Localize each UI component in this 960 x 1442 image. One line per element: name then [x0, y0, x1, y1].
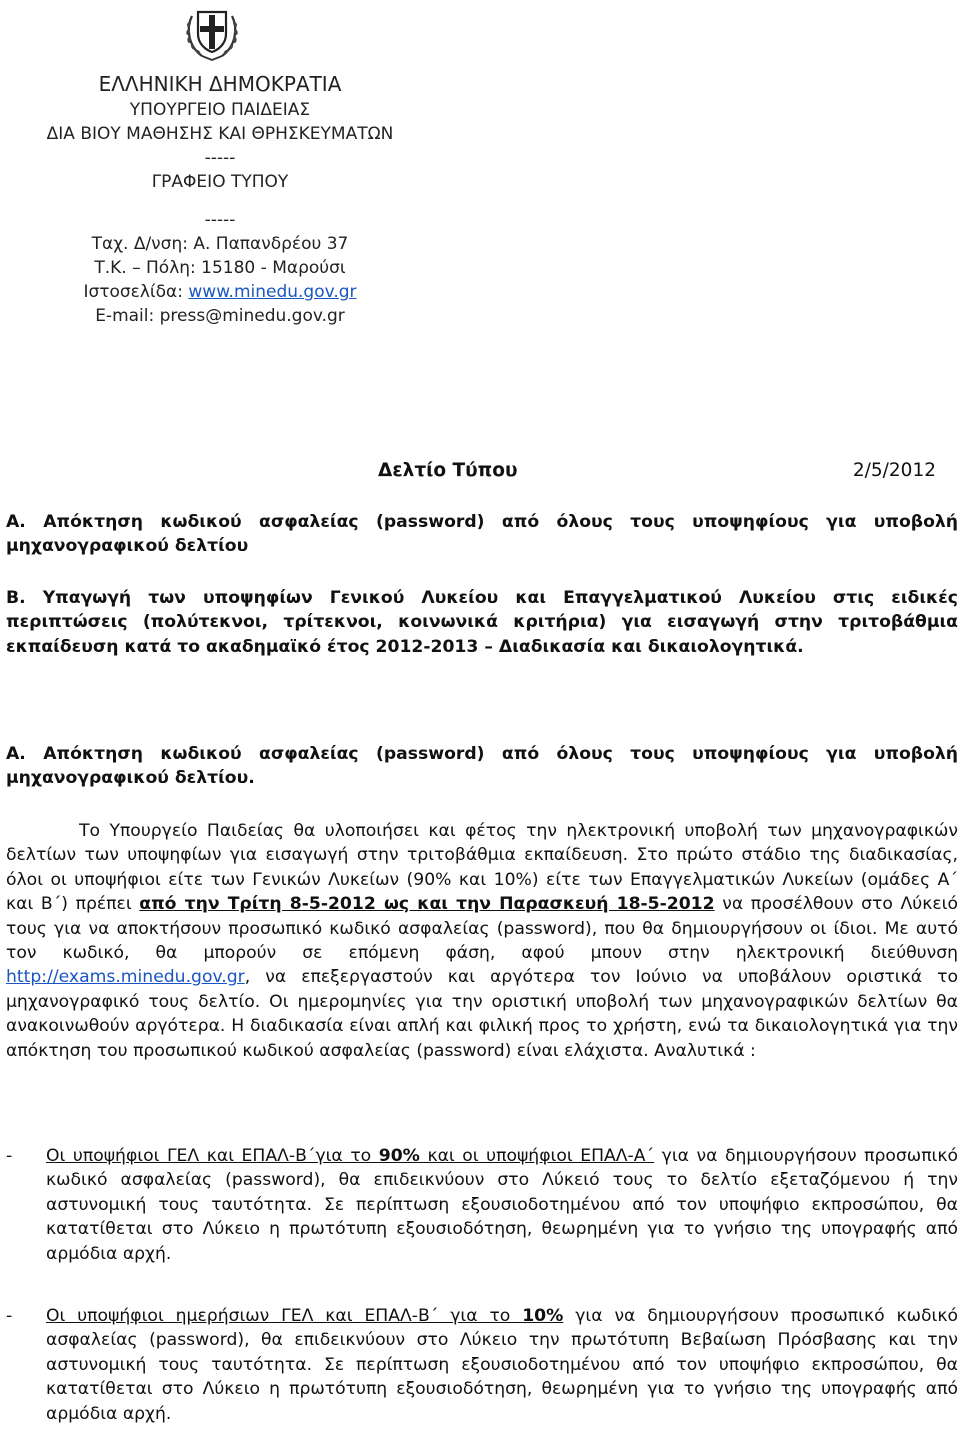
website-label: Ιστοσελίδα: [83, 282, 189, 302]
bullet-text [46, 1304, 958, 1426]
country-name: ΕΛΛΗΝΙΚΗ ΔΗΜΟΚΡΑΤΙΑ [98, 72, 342, 96]
paragraph-text: , να επεξεργαστούν και αργότερα τον Ιούνιο να υποβάλουν οριστικά το μηχανογραφικό τους δελτίο. Οι ημερομηνίες για την οριστική υποβολή των μηχανογραφικών δελτίων θα ανακοινωθούν αργότερα. Η διαδικασία είναι απλή και φιλική προς το χρήστη, ενώ τα δικαιολογητικά για την απόκτηση του προσωπικού κωδικού ασφαλείας (password) είναι ελάχιστα. Αναλυτικά : [6, 967, 958, 1061]
ministry-name: ΥΠΟΥΡΓΕΙΟ ΠΑΙΔΕΙΑΣ [129, 100, 311, 120]
email-line: E-mail: press@minedu.gov.gr [95, 306, 345, 326]
office-name: ΓΡΑΦΕΙΟ ΤΥΠΟΥ [151, 172, 289, 192]
bullet-lead: και οι υποψήφιοι ΕΠΑΛ-Α΄ [419, 1146, 655, 1166]
press-release-date: 2/5/2012 [852, 460, 936, 481]
bullet-dash: - [6, 1306, 13, 1326]
section-a-heading: Α. Απόκτηση κωδικού ασφαλείας (password) από όλους τους υποψηφίους για υποβολή μηχανογραφικού δελτίου. [6, 744, 958, 789]
exams-link[interactable]: http://exams.minedu.gov.gr [6, 967, 245, 988]
press-release-title: Δελτίο Τύπου [378, 460, 518, 481]
paragraph-text: Το Υπουργείο Παιδείας θα υλοποιήσει και φέτος την ηλεκτρονική υποβολή των μηχανογραφικών δελτίων των υποψηφίων για εισαγωγή στην τριτοβάθμια εκπαίδευση. Στο πρώτο στάδιο της διαδικασίας, όλοι οι υποψήφιοι είτε των Γενικών Λυκείων (90% και 10%) είτε των Επαγγελματικών Λυκείων (ομάδες Α΄ και Β΄) πρέπει [6, 821, 958, 915]
paragraph-text: να προσέλθουν στο Λύκειό τους για να αποκτήσουν προσωπικό κωδικό ασφαλείας (password), που θα δημιουργήσουν οι ίδιοι. Με αυτό τον κωδικό, θα μπορούν σε επόμενη φάση, αφού μπουν στην ηλεκτρονική διεύθυνση [6, 894, 958, 964]
separator: ----- [204, 210, 236, 230]
separator: ----- [204, 148, 236, 168]
website-link[interactable]: www.minedu.gov.gr [188, 282, 357, 302]
bullet-lead: Οι υποψήφιοι ΓΕΛ και ΕΠΑΛ-Β΄για το [46, 1146, 379, 1166]
bullet-percent: 10% [522, 1306, 564, 1326]
bullet-rest: για να δημιουργήσουν προσωπικό κωδικό ασφαλείας (password), θα επιδεικνύουν στο Λύκειο την πρωτότυπη Βεβαίωση Πρόσβασης και την αστυνομική τους ταυτότητα. Σε περίπτωση εξουσιοδοτημένου από τον υποψήφιο εκπροσώπου, θα κατατίθεται στο Λύκειο η πρωτότυπη εξουσιοδότηση, θεωρημένη για το γνήσιο της υπογραφής από αρμόδια αρχή. [46, 1306, 958, 1424]
summary-item-b: Β. Υπαγωγή των υποψηφίων Γενικού Λυκείου και Επαγγελματικού Λυκείου στις ειδικές περιπτώσεις (πολύτεκνοι, τρίτεκνοι, κοινωνικά κριτήρια) για εισαγωγή στην τριτοβάθμια εκπαίδευση κατά το ακαδημαϊκό έτος 2012-2013 – Διαδικασία και δικαιολογητικά. [6, 588, 958, 657]
bullet-dash: - [6, 1146, 13, 1166]
website-line [20, 280, 420, 304]
bullet-rest: για να δημιουργήσουν προσωπικό κωδικό ασφαλείας (password), θα επιδεικνύουν στο Λύκειό τους το δελτίο εξεταζόμενου ή την αστυνομική τους ταυτότητα. Σε περίπτωση εξουσιοδοτημένου από τον υποψήφιο εκπροσώπου, θα κατατίθεται στο Λύκειο η πρωτότυπη εξουσιοδότηση, θεωρημένη για το γνήσιο της υπογραφής από αρμόδια αρχή. [46, 1146, 958, 1264]
registration-period: από την Τρίτη 8-5-2012 ως και την Παρασκευή 18-5-2012 [139, 894, 715, 915]
bullet-item-10-percent [6, 1304, 958, 1426]
ministry-name-sub: ΔΙΑ ΒΙΟΥ ΜΑΘΗΣΗΣ ΚΑΙ ΘΡΗΣΚΕΥΜΑΤΩΝ [46, 124, 394, 144]
greek-coat-of-arms-icon [180, 2, 244, 66]
summary-item-a: Α. Απόκτηση κωδικού ασφαλείας (password) από όλους τους υποψηφίους για υποβολή μηχανογραφικού δελτίου [6, 512, 958, 557]
postal-code-city: Τ.Κ. – Πόλη: 15180 - Μαρούσι [94, 258, 346, 278]
bullet-text [46, 1144, 958, 1266]
bullet-lead: Οι υποψήφιοι ημερήσιων ΓΕΛ και ΕΠΑΛ-Β΄ για το [46, 1306, 523, 1326]
bullet-item-90-percent [6, 1144, 958, 1266]
bullet-percent: 90% [378, 1146, 420, 1166]
press-release-title-row [370, 458, 936, 484]
postal-address: Ταχ. Δ/νση: Α. Παπανδρέου 37 [91, 234, 349, 254]
ministry-header [20, 70, 420, 328]
section-a-paragraph [6, 819, 958, 1063]
